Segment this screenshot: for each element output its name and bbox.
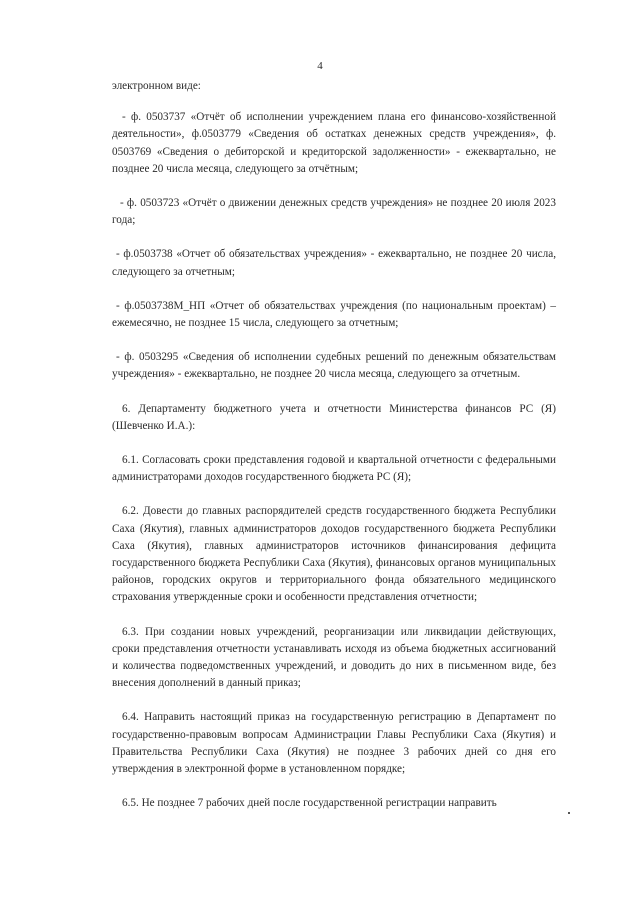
page-number: 4: [317, 60, 323, 72]
paragraph-item-6-3: 6.3. При создании новых учреждений, реорганизации или ликвидации действующих, сроки представления отчетности устанавливать исходя из объема бюджетных ассигнований и количества подведомственных учреждений, и доводить до них в письменном виде, без внесения дополнений в данный приказ;: [112, 625, 556, 690]
paragraph-form-0503295: - ф. 0503295 «Сведения об исполнении судебных решений по денежным обязательствам учреждения» - ежеквартально, не позднее 20 числа месяца, следующего за отчетным.: [112, 351, 556, 381]
document-body: [112, 78, 556, 813]
paragraph-item-6-5: 6.5. Не позднее 7 рабочих дней после государственной регистрации направить: [122, 797, 497, 810]
paragraph-item-6-1: 6.1. Согласовать сроки представления годовой и квартальной отчетности с федеральными администраторами доходов государственного бюджета РС (Я);: [112, 454, 556, 484]
paragraph-item-6-4: 6.4. Направить настоящий приказ на государственную регистрацию в Департамент по государственно-правовым вопросам Администрации Главы Республики Саха (Якутия) и Правительства Республики Саха (Якутия) не позднее 3 рабочих дней со дня его утверждения в электронной форме в установленном порядке;: [112, 711, 556, 776]
paragraph-form-0503737: - ф. 0503737 «Отчёт об исполнении учреждением плана его финансово-хозяйственной деятельности», ф.0503779 «Сведения об остатках денежных средств учреждения», ф. 0503769 «Сведения о дебиторской и кредиторской задолженности» - ежеквартально, не позднее 20 числа месяца, следующего за отчётным;: [112, 111, 556, 175]
paragraph-intro: электронном виде:: [112, 80, 201, 92]
paragraph-item-6-2: 6.2. Довести до главных распорядителей средств государственного бюджета Республики Саха (Якутия), главных администраторов доходов государственного бюджета Республики Саха (Якутия), главных администраторов источников финансирования дефицита государственного бюджета Республики Саха (Якутия), финансовых органов муниципальных районов, городских округов и территориального фонда обязательного медицинского страхования утвержденные сроки и особенности представления отчетности;: [112, 505, 556, 604]
paragraph-item-6: 6. Департаменту бюджетного учета и отчетности Министерства финансов РС (Я) (Шевченко И.А.):: [112, 402, 556, 432]
paragraph-form-0503738: - ф.0503738 «Отчет об обязательствах учреждения» - ежеквартально, не позднее 20 числа, следующего за отчетным;: [112, 248, 556, 278]
scan-artifact: [568, 812, 570, 814]
paragraph-form-0503738m: - ф.0503738M_НП «Отчет об обязательствах учреждения (по национальным проектам) – ежемесячно, не позднее 15 числа, следующего за отчетным;: [112, 299, 556, 330]
paragraph-form-0503723: - ф. 0503723 «Отчёт о движении денежных средств учреждения» не позднее 20 июля 2023 года;: [112, 197, 556, 227]
